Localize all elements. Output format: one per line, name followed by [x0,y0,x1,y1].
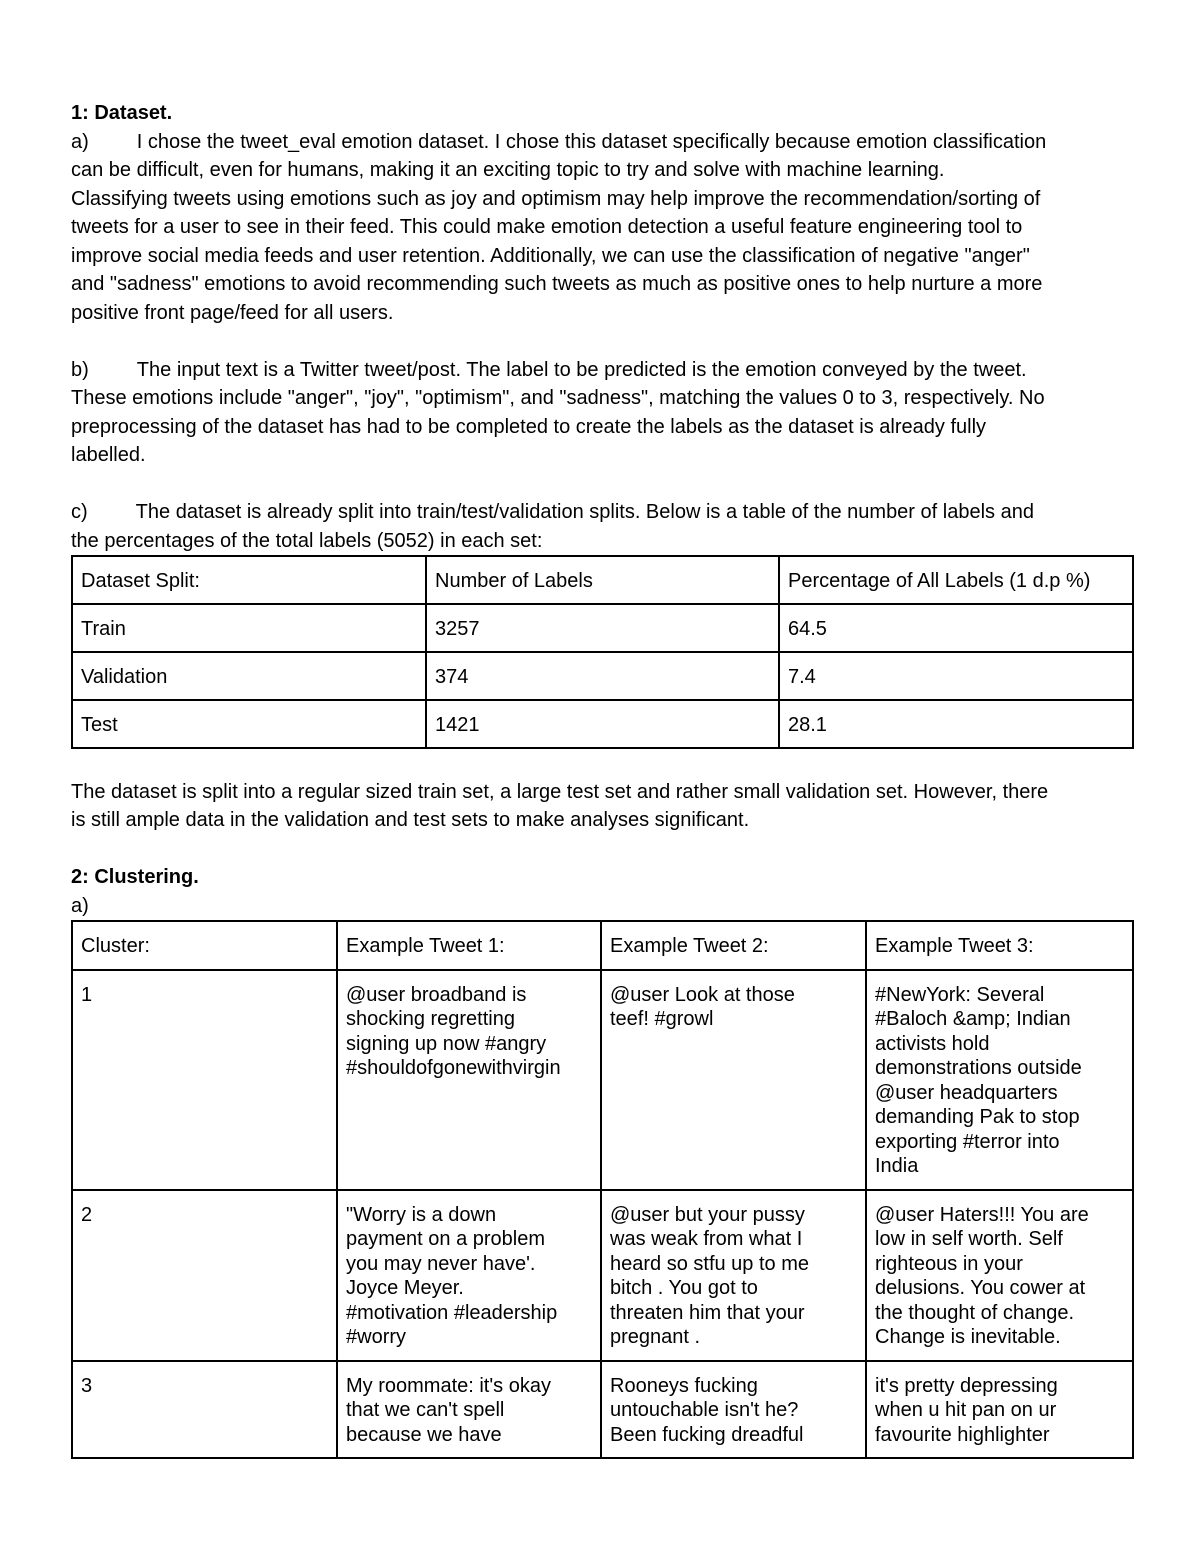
tweet-cell [866,970,1133,1190]
tweet-line: exporting #terror into [875,1130,1060,1153]
para-b-line: preprocessing of the dataset has had to be completed to create the labels as the dataset is already fully [71,415,987,438]
tweet-line: was weak from what I [610,1228,803,1250]
tweet-line: because we have [346,1423,502,1446]
table-row [72,652,1133,700]
table-cell: 64.5 [779,604,1133,652]
spacer [71,470,1132,499]
tweet-cell [601,1361,866,1459]
tweet-line: India [875,1155,919,1177]
tweet-line: Been fucking dreadful [610,1423,804,1446]
table-header-row [72,921,1133,970]
spacer [71,835,1132,864]
tweet-cell [337,1361,601,1459]
tweet-line: #motivation #leadership [346,1301,558,1324]
table-header-cell: Example Tweet 2: [601,921,866,970]
spacer [71,749,1132,778]
tweet-line: bitch . You got to [610,1277,758,1299]
tweet-line: #shouldofgonewithvirgin [346,1057,561,1079]
tweet-line: #NewYork: Several [875,983,1045,1006]
table-cell: 1421 [426,700,779,748]
tweet-line: heard so stfu up to me [610,1252,810,1275]
tweet-cell [601,1190,866,1361]
table-cell: 374 [426,652,779,700]
tweet-line: untouchable isn't he? [610,1399,799,1421]
section-1-heading: 1: Dataset. [71,102,173,124]
summary-line: The dataset is split into a regular sized train set, a large test set and rather small validation set. However, there [71,780,1049,803]
table-row [72,1190,1133,1361]
tweet-line: shocking regretting [346,1008,515,1030]
table-row [72,1361,1133,1459]
para-a-line: can be difficult, even for humans, making it an exciting topic to try and solve with machine learning. [71,159,945,181]
tweet-line: pregnant . [610,1326,701,1348]
tweet-line: teef! #growl [610,1008,714,1030]
para-c-line: c) The dataset is already split into train/test/validation splits. Below is a table of the number of labels and [71,501,1034,523]
table-header-cell: Example Tweet 3: [866,921,1133,970]
table-cell: Train [72,604,426,652]
table-header-cell: Number of Labels [426,556,779,604]
table-cell: Test [72,700,426,748]
tweet-line: My roommate: it's okay [346,1374,551,1397]
tweet-cell [337,970,601,1190]
tweet-line: @user but your pussy [610,1203,805,1226]
para-a-line: and "sadness" emotions to avoid recommending such tweets as much as positive ones to help nurture a more [71,273,1043,295]
cluster-id-cell: 1 [72,970,337,1190]
tweet-line: threaten him that your [610,1301,805,1324]
tweet-line: when u hit pan on ur [875,1399,1057,1421]
table-row [72,604,1133,652]
para-a-line: a) I chose the tweet_eval emotion dataset. I chose this dataset specifically because emotion classification [71,130,1047,153]
tweet-line: delusions. You cower at [875,1277,1086,1299]
tweet-line: favourite highlighter [875,1423,1050,1446]
document-page [71,99,1132,1459]
tweet-line: activists hold [875,1032,990,1055]
table-header-cell: Dataset Split: [72,556,426,604]
para-b-line: These emotions include "anger", "joy", "optimism", and "sadness", matching the values 0 to 3, respectively. No [71,387,1045,409]
tweet-cell [866,1361,1133,1459]
table-row [72,970,1133,1190]
table-cell: 28.1 [779,700,1133,748]
table-header-cell: Example Tweet 1: [337,921,601,970]
table-row [72,700,1133,748]
tweet-line: @user headquarters [875,1081,1058,1104]
para-a-line: tweets for a user to see in their feed. This could make emotion detection a useful feature engineering tool to [71,216,1023,238]
tweet-line: Joyce Meyer. [346,1277,464,1299]
para-b-line: b) The input text is a Twitter tweet/post. The label to be predicted is the emotion conveyed by the tweet. [71,358,1027,381]
tweet-line: @user broadband is [346,983,527,1006]
tweet-line: payment on a problem [346,1228,546,1250]
tweet-line: @user Haters!!! You are [875,1203,1089,1226]
table-cell: 3257 [426,604,779,652]
dataset-split-table [71,555,1134,749]
para-a-line: improve social media feeds and user retention. Additionally, we can use the classification of negative "anger" [71,244,1030,267]
spacer [71,327,1132,356]
para-c-line: the percentages of the total labels (5052) in each set: [71,529,543,552]
tweet-line: Change is inevitable. [875,1326,1061,1348]
para-a-line: positive front page/feed for all users. [71,301,394,324]
para-a-line: Classifying tweets using emotions such as joy and optimism may help improve the recommendation/sorting of [71,187,1041,210]
tweet-cell [601,970,866,1190]
table-header-row [72,556,1133,604]
section-2-part-a-marker: a) [71,894,89,917]
tweet-line: @user Look at those [610,983,795,1006]
section-2-heading: 2: Clustering. [71,866,199,888]
tweet-cell [866,1190,1133,1361]
cluster-id-cell: 3 [72,1361,337,1459]
tweet-line: Rooneys fucking [610,1374,758,1397]
tweet-line: low in self worth. Self [875,1228,1063,1250]
tweet-line: you may never have'. [346,1252,536,1275]
tweet-line: demonstrations outside [875,1057,1082,1079]
para-c-marker: c) [71,501,88,523]
table-header-cell: Cluster: [72,921,337,970]
tweet-line: righteous in your [875,1252,1023,1275]
para-b-line: labelled. [71,444,146,466]
tweet-cell [337,1190,601,1361]
cluster-id-cell: 2 [72,1190,337,1361]
tweet-line: signing up now #angry [346,1032,547,1055]
table-cell: 7.4 [779,652,1133,700]
table-cell: Validation [72,652,426,700]
tweet-line: #Baloch &amp; Indian [875,1008,1071,1030]
table-header-cell: Percentage of All Labels (1 d.p %) [779,556,1133,604]
para-a-marker: a) [71,130,89,153]
para-b-marker: b) [71,358,89,381]
tweet-line: "Worry is a down [346,1203,497,1226]
tweet-line: the thought of change. [875,1301,1075,1324]
tweet-line: it's pretty depressing [875,1374,1058,1397]
tweet-line: that we can't spell [346,1399,505,1421]
tweet-line: #worry [346,1326,407,1348]
tweet-line: demanding Pak to stop [875,1106,1080,1128]
cluster-table [71,920,1134,1459]
summary-line: is still ample data in the validation and test sets to make analyses significant. [71,809,750,831]
